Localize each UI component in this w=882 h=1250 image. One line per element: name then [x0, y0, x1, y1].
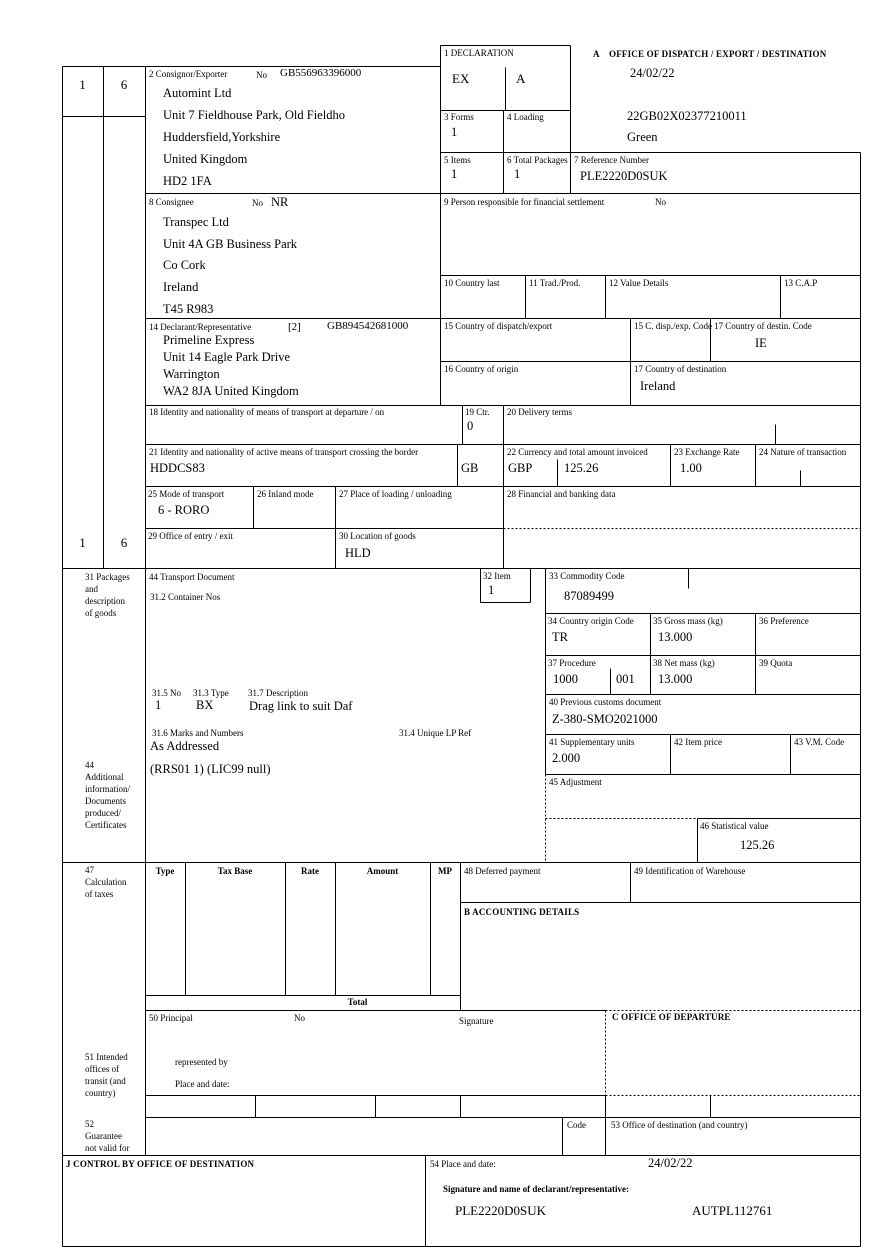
box22-currency-label: 22 Currency and total amount invoiced — [507, 447, 648, 457]
box48-deferred-payment-label: 48 Deferred payment — [464, 866, 541, 876]
box17-destination-label: 17 Country of destination — [634, 364, 727, 374]
box23-exchange-rate-value: 1.00 — [680, 461, 702, 475]
box20-delivery-terms-label: 20 Delivery terms — [507, 407, 572, 417]
box35-gross-mass-value: 13.000 — [658, 630, 693, 644]
declarant-address-line: Primeline Express — [163, 333, 255, 347]
box17a-destination-code-label: 17 Country of destin. Code — [714, 321, 812, 331]
tax-column-rate: Rate — [301, 866, 319, 876]
consignee-address-line: Unit 4A GB Business Park — [163, 237, 298, 251]
box52-code-label: Code — [567, 1120, 586, 1130]
consignor-address-line: Huddersfield,Yorkshire — [163, 130, 281, 144]
box25-mode-value: 6 - RORO — [158, 503, 210, 517]
consignor-address-line: United Kingdom — [163, 152, 248, 166]
box17a-destination-code-value: IE — [755, 336, 767, 350]
box54-reference-value: PLE2220D0SUK — [455, 1203, 547, 1218]
box31-2-container-label: 31.2 Container Nos — [150, 592, 221, 602]
box8-no-label: No — [252, 198, 263, 208]
box47-margin-label-line: Calculation — [85, 877, 127, 887]
box3-forms-label: 3 Forms — [444, 112, 474, 122]
box27-loading-place-label: 27 Place of loading / unloading — [339, 489, 452, 499]
box9-no-label: No — [655, 197, 666, 207]
consignor-address-line: Unit 7 Fieldhouse Park, Old Fieldho — [163, 108, 345, 122]
box31-margin-label-line: and — [85, 584, 98, 594]
consignee-address-line: Co Cork — [163, 258, 206, 272]
box17-destination-value: Ireland — [640, 379, 676, 393]
box50-place-date-label: Place and date: — [175, 1079, 230, 1089]
box12-value-details-label: 12 Value Details — [609, 278, 669, 288]
box35-gross-mass-label: 35 Gross mass (kg) — [653, 616, 723, 626]
consignee-address-line: T45 R983 — [163, 302, 214, 316]
box51-margin-label-line: 51 Intended — [85, 1052, 128, 1062]
box22-invoice-amount: 125.26 — [564, 461, 599, 475]
box15-dispatch-country-label: 15 Country of dispatch/export — [444, 321, 553, 331]
tax-column-mp: MP — [438, 866, 452, 876]
box8-consignee-id: NR — [271, 195, 289, 209]
box6-packages-label: 6 Total Packages — [507, 155, 568, 165]
box30-goods-location-value: HLD — [345, 546, 371, 560]
box31-4-lp-ref-label: 31.4 Unique LP Ref — [399, 728, 472, 738]
box37-procedure-label: 37 Procedure — [548, 658, 596, 668]
box13-cap-label: 13 C.A.P — [784, 278, 818, 288]
box31-6-marks-value: As Addressed — [150, 739, 220, 753]
box6-packages-value: 1 — [514, 167, 521, 181]
section-c-title: C OFFICE OF DEPARTURE — [612, 1012, 731, 1022]
box1-copy-code: A — [516, 71, 526, 86]
box1-declaration-label: 1 DECLARATION — [444, 48, 514, 58]
box50-represented-by-label: represented by — [175, 1057, 228, 1067]
box38-net-mass-value: 13.000 — [658, 672, 693, 686]
box41-supp-units-value: 2.000 — [552, 751, 581, 765]
box31-3-type-value: BX — [196, 698, 214, 712]
box3-forms-value: 1 — [451, 125, 458, 139]
box46-statistical-value: 125.26 — [740, 838, 775, 852]
box31-5-no-value: 1 — [155, 698, 162, 712]
box42-item-price-label: 42 Item price — [674, 737, 722, 747]
tax-total-label: Total — [347, 997, 368, 1007]
routing-indicator: Green — [627, 130, 658, 144]
declarant-address-line: WA2 8JA United Kingdom — [163, 384, 299, 398]
box44-margin-label-line: Certificates — [85, 820, 127, 830]
box46-statistical-value-label: 46 Statistical value — [700, 821, 769, 831]
box16-origin-country-label: 16 Country of origin — [444, 364, 519, 374]
box52-margin-label-line: not valid for — [85, 1143, 130, 1153]
box41-supp-units-label: 41 Supplementary units — [549, 737, 635, 747]
box19-ctr-value: 0 — [467, 419, 474, 433]
box44-documents-value: (RRS01 1) (LIC99 null) — [150, 762, 271, 776]
copy-number-right-bottom: 6 — [120, 535, 128, 550]
box26-inland-mode-label: 26 Inland mode — [257, 489, 314, 499]
box37-procedure-value1: 1000 — [553, 672, 578, 686]
box33-commodity-value: 87089499 — [564, 589, 614, 603]
box34-origin-code-label: 34 Country origin Code — [548, 616, 634, 626]
consignee-address-line: Transpec Ltd — [163, 215, 229, 229]
box31-7-description-label: 31.7 Description — [248, 688, 308, 698]
box21-nationality: GB — [461, 461, 479, 475]
box30-goods-location-label: 30 Location of goods — [339, 531, 416, 541]
box31-margin-label-line: description — [85, 596, 125, 606]
box50-signature-label: Signature — [459, 1016, 494, 1026]
box2-no-label: No — [256, 70, 267, 80]
box8-consignee-label: 8 Consignee — [149, 197, 194, 207]
box32-item-value: 1 — [488, 583, 495, 597]
box53-destination-office-label: 53 Office of destination (and country) — [611, 1120, 748, 1130]
box5-items-value: 1 — [451, 167, 458, 181]
box31-5-no-label: 31.5 No — [152, 688, 181, 698]
tax-column-base: Tax Base — [217, 866, 253, 876]
box21-active-transport-label: 21 Identity and nationality of active means of transport crossing the border — [149, 447, 419, 457]
box7-reference-value: PLE2220D0SUK — [580, 169, 668, 183]
box14-declarant-label: 14 Declarant/Representative — [149, 322, 252, 332]
box38-net-mass-label: 38 Net mass (kg) — [653, 658, 715, 668]
box39-quota-label: 39 Quota — [759, 658, 793, 668]
box51-margin-label-line: country) — [85, 1088, 116, 1098]
box54-date-value: 24/02/22 — [648, 1156, 693, 1170]
box44-margin-label-line: produced/ — [85, 808, 121, 818]
box4-loading-label: 4 Loading — [507, 112, 544, 122]
copy-number-left-bottom: 1 — [79, 535, 86, 550]
box52-margin-label-line: 52 — [85, 1119, 94, 1129]
box2-consignor-label: 2 Consignor/Exporter — [149, 69, 228, 79]
dispatch-date: 24/02/22 — [630, 66, 675, 80]
box40-previous-doc-value: Z-380-SMO2021000 — [552, 712, 658, 726]
box51-margin-label-line: offices of — [85, 1064, 120, 1074]
section-a-title: A OFFICE OF DISPATCH / EXPORT / DESTINATION — [593, 49, 827, 59]
box9-financial-label: 9 Person responsible for financial settlement — [444, 197, 605, 207]
box5-items-label: 5 Items — [444, 155, 471, 165]
box50-principal-label: 50 Principal — [149, 1013, 193, 1023]
box25-mode-label: 25 Mode of transport — [148, 489, 225, 499]
box44-margin-label-line: Documents — [85, 796, 126, 806]
box31-3-type-label: 31.3 Type — [193, 688, 229, 698]
box29-office-entry-label: 29 Office of entry / exit — [148, 531, 234, 541]
box31-7-description-value: Drag link to suit Daf — [249, 699, 353, 713]
copy-number-left-top: 1 — [79, 77, 86, 92]
section-j-title: J CONTROL BY OFFICE OF DESTINATION — [66, 1159, 255, 1169]
copy-number-right-top: 6 — [120, 77, 128, 92]
box37-procedure-value2: 001 — [616, 672, 635, 686]
declarant-address-line: Unit 14 Eagle Park Drive — [163, 350, 291, 364]
consignee-address-line: Ireland — [163, 280, 199, 294]
box33-commodity-label: 33 Commodity Code — [549, 571, 625, 581]
box44-margin-label-line: Additional — [85, 772, 124, 782]
box7-reference-label: 7 Reference Number — [574, 155, 649, 165]
box54-signature-label: Signature and name of declarant/representative: — [443, 1184, 629, 1194]
box10-country-last-label: 10 Country last — [444, 278, 500, 288]
tax-column-amount: Amount — [366, 866, 399, 876]
box54-place-date-label: 54 Place and date: — [430, 1159, 496, 1169]
box47-margin-label-line: of taxes — [85, 889, 114, 899]
box24-transaction-label: 24 Nature of transaction — [759, 447, 847, 457]
box14-status-code: [2] — [288, 321, 301, 333]
section-b-title: B ACCOUNTING DETAILS — [464, 907, 580, 917]
box44-margin-label-line: 44 — [85, 760, 94, 770]
declarant-address-line: Warrington — [163, 367, 220, 381]
box31-margin-label-line: of goods — [85, 608, 117, 618]
box54-auth-code: AUTPL112761 — [692, 1203, 773, 1218]
box43-vm-code-label: 43 V.M. Code — [794, 737, 845, 747]
box14-eori-number: GB894542681000 — [327, 320, 409, 332]
consignor-address-line: Automint Ltd — [163, 86, 232, 100]
box31-margin-label-line: 31 Packages — [85, 572, 130, 582]
box18-transport-departure-label: 18 Identity and nationality of means of transport at departure / on — [149, 407, 385, 417]
box2-eori-number: GB556963396000 — [280, 67, 362, 79]
mrn-value: 22GB02X02377210011 — [627, 109, 747, 123]
consignor-address-line: HD2 1FA — [163, 174, 212, 188]
box15a-dispatch-code-label: 15 C. disp./exp. Code — [634, 321, 712, 331]
box19-ctr-label: 19 Ctr. — [465, 407, 490, 417]
box23-exchange-rate-label: 23 Exchange Rate — [674, 447, 740, 457]
box32-item-label: 32 Item — [483, 571, 511, 581]
box47-margin-label-line: 47 — [85, 865, 94, 875]
box45-adjustment-label: 45 Adjustment — [549, 777, 602, 787]
box36-preference-label: 36 Preference — [759, 616, 809, 626]
box28-financial-data-label: 28 Financial and banking data — [507, 489, 616, 499]
box34-origin-code-value: TR — [552, 630, 568, 644]
box1-declaration-type: EX — [452, 71, 470, 86]
box22-currency-code: GBP — [508, 461, 533, 475]
box49-warehouse-label: 49 Identification of Warehouse — [634, 866, 746, 876]
box51-margin-label-line: transit (and — [85, 1076, 126, 1086]
box44-transport-doc-label: 44 Transport Document — [149, 572, 235, 582]
box31-6-marks-label: 31.6 Marks and Numbers — [152, 728, 244, 738]
box52-margin-label-line: Guarantee — [85, 1131, 122, 1141]
tax-column-type: Type — [155, 866, 175, 876]
box21-transport-id: HDDCS83 — [150, 461, 205, 475]
box44-margin-label-line: information/ — [85, 784, 130, 794]
box40-previous-doc-label: 40 Previous customs document — [549, 697, 662, 707]
box50-no-label: No — [294, 1013, 305, 1023]
box11-trad-prod-label: 11 Trad./Prod. — [529, 278, 581, 288]
